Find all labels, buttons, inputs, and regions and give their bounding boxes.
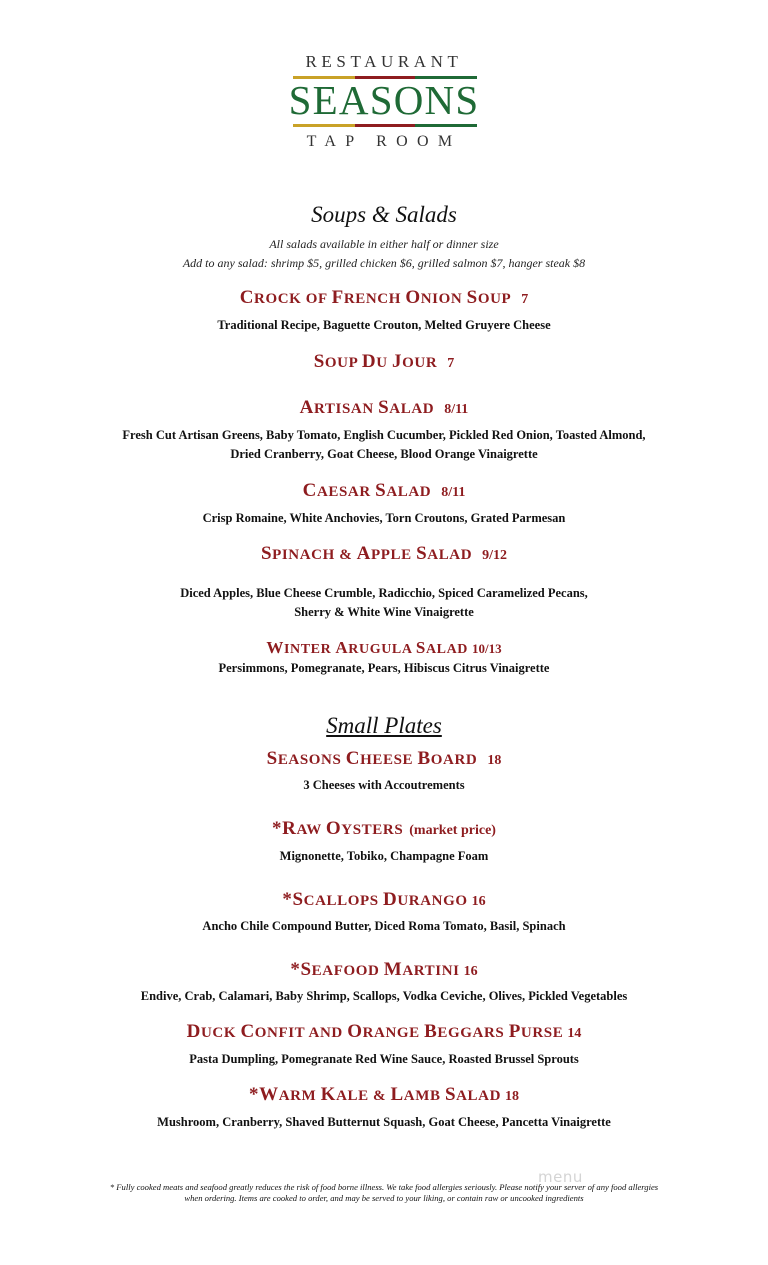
menu-item-price: 10/13: [472, 641, 502, 656]
menu-item-title: CAESAR SALAD 8/11: [302, 480, 466, 501]
menu-item-title: SOUP DU JOUR 7: [313, 351, 455, 372]
logo-color-bars-bottom: [293, 124, 477, 127]
menu-item-title: *RAW OYSTERS (market price): [272, 818, 496, 839]
menu-item-description: Crisp Romaine, White Anchovies, Torn Croutons, Grated Parmesan: [202, 511, 566, 525]
food-safety-disclaimer: [0, 1182, 768, 1204]
menu-item-price: 8/11: [441, 485, 466, 500]
menu-item-description: Traditional Recipe, Baguette Crouton, Melted Gruyere Cheese: [217, 318, 551, 332]
menu-item-price: 18: [505, 1089, 520, 1104]
menu-item-description: Sherry & White Wine Vinaigrette: [294, 605, 474, 619]
menu-item-title: WINTER ARUGULA SALAD 10/13: [266, 638, 502, 657]
logo-name: SEASONS: [288, 77, 480, 123]
menu-item-price: 9/12: [482, 548, 508, 563]
menu-item-description: Dried Cranberry, Goat Cheese, Blood Orange Vinaigrette: [230, 447, 538, 461]
menu-item-description: Mushroom, Cranberry, Shaved Butternut Squash, Goat Cheese, Pancetta Vinaigrette: [157, 1115, 611, 1129]
menu-item-price: (market price): [409, 823, 496, 838]
disclaimer-line: when ordering. Items are cooked to order, and may be served to your liking, or contain raw or uncooked ingredients: [184, 1193, 584, 1203]
menu-item-price: 16: [471, 894, 486, 909]
menu-item-title: ARTISAN SALAD 8/11: [299, 397, 469, 418]
menu-item-description: 3 Cheeses with Accoutrements: [303, 778, 465, 792]
menu-item-description: Endive, Crab, Calamari, Baby Shrimp, Scallops, Vodka Ceviche, Olives, Pickled Vegetables: [140, 989, 628, 1003]
menu-item-description: Mignonette, Tobiko, Champagne Foam: [279, 849, 489, 863]
section-note: All salads available in either half or dinner size: [269, 237, 499, 251]
section-title-small-plates: Small Plates: [326, 713, 442, 738]
menu-item-title: *WARM KALE & LAMB SALAD 18: [248, 1084, 520, 1105]
menu-item-title: DUCK CONFIT AND ORANGE BEGGARS PURSE 14: [186, 1021, 582, 1042]
menu-item-description: Ancho Chile Compound Butter, Diced Roma Tomato, Basil, Spinach: [202, 919, 566, 933]
menu-item-description: Fresh Cut Artisan Greens, Baby Tomato, English Cucumber, Pickled Red Onion, Toasted Almond,: [122, 428, 646, 442]
disclaimer-line: * Fully cooked meats and seafood greatly reduces the risk of food borne illness. We take food allergies seriously. Please notify your server of any food allergies: [109, 1182, 659, 1192]
section-title-soups-salads: Soups & Salads: [311, 202, 457, 227]
menu-item-price: 8/11: [444, 402, 469, 417]
menu-item-title: *SEAFOOD MARTINI 16: [290, 959, 478, 980]
logo-bottom-line: TAP ROOM: [306, 133, 462, 150]
menu-item-price: 14: [567, 1026, 582, 1041]
menu-item-title: SPINACH & APPLE SALAD 9/12: [260, 543, 508, 564]
menu-item-title: *SCALLOPS DURANGO 16: [282, 889, 486, 910]
menu-item-title: CROCK OF FRENCH ONION SOUP 7: [239, 287, 529, 308]
menu-item-price: 7: [447, 356, 455, 371]
logo-top-line: RESTAURANT: [305, 52, 463, 71]
menu-item-description: Persimmons, Pomegranate, Pears, Hibiscus Citrus Vinaigrette: [218, 661, 550, 675]
menu-item-price: 16: [463, 964, 478, 979]
menu-item-description: Pasta Dumpling, Pomegranate Red Wine Sauce, Roasted Brussel Sprouts: [189, 1052, 579, 1066]
menu-item-title: SEASONS CHEESE BOARD 18: [266, 748, 502, 769]
menu-item-description: Diced Apples, Blue Cheese Crumble, Radicchio, Spiced Caramelized Pecans,: [180, 586, 588, 600]
watermark: menu: [538, 1168, 583, 1186]
section-note: Add to any salad: shrimp $5, grilled chicken $6, grilled salmon $7, hanger steak $8: [182, 256, 586, 270]
menu-item-price: 7: [521, 292, 529, 307]
menu-item-price: 18: [487, 753, 502, 768]
